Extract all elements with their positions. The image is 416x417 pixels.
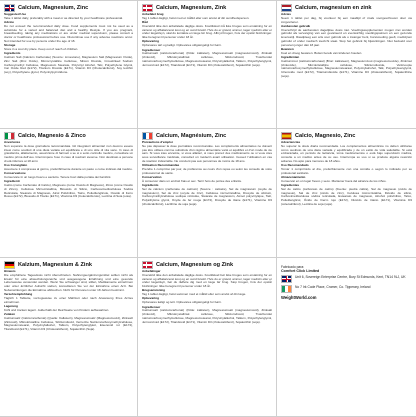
section-body [4, 141, 133, 199]
section-paragraph: Opbevares tørt og køligt. Opbevares utilgængeligt for børn. [142, 43, 222, 48]
italy-flag-icon [4, 132, 15, 140]
section-heading: Ingredientes [281, 183, 300, 188]
section-heading: Storage [4, 43, 16, 48]
section-paragraph: Store in a cool dry place. Keep out of reach of children. [4, 46, 79, 51]
section-paragraph: Ne pas dépasser la dose journalière recommandée. Les compléments alimentaires ne doivent pas être utilisés comme substituts d'un régime alimentaire varié et équilibré et d'un mode de vie sain. Si vous êtes enceinte, si vous allaitez, si vous prenez des médicaments ou si vous êtes sous surveillance médicale, consultez un médecin avant utilisation. Cessez l'utilisation en cas de réaction indésirable. Ne convient pas aux personnes de moins de 18 ans. [142, 143, 272, 163]
section-paragraph: Tag 1 tablet dagligt, helst med et måltid eller som anvist af din sundhedsperson. [142, 15, 250, 20]
section-heading: Avvertenze [4, 140, 21, 144]
spain-flag-icon [281, 132, 292, 140]
section-heading: Uso Consigliato [4, 163, 28, 168]
section-paragraph: Calciumsalt (calciumcarbonat) (Kilde: kalksten), Magnesiumsalt (magnesiumoxid), Zinksalt (zinkoxid), Mikrokrystallinsk cellulose, Siliciumdioxid, Tværbundet natriumcarboxymethylcellulose, Magnesiumstearat, Polyvinylalkohol, Talkum, Polyethylenglycol, Jernoxid rød (E172), Titandioxid (E171), Vitamin D3 (cholecalciferol), Sojalecithin (soja). [142, 51, 272, 67]
section-title: Kalzium, Magnesium & Zink [18, 261, 92, 268]
section-heading: Aanbevolen gebruik [281, 23, 311, 28]
section-heading: Utilisation Recommandée [142, 163, 180, 168]
section-paragraph: Calciumsalt (calciumcarbonat) (Kilde: kalksten), Magnesiumsalt (magnesiumoxid), Zinksalt (zinkoxid), Mikrokrystallinsk cellulose, Siliciumdioxid, Tværbundet natriumcarboxymethylcellulose, Magnesiumstearat, Polyvinylalkohol, Talkum, Polyethylenglycol, Jernoxid rød (E172), Titandioxid (E171), Vitamin D3 (cholecalciferol), Sojalecithin (soja). [142, 308, 272, 324]
section-heading: Ingredienser [142, 304, 161, 309]
section-paragraph: Conservar en un lugar fresco y seco. Mantener fuera del alcance de los niños. [281, 178, 387, 183]
section-title: Calcium, Magnesium og Zink [156, 261, 234, 268]
section-en [0, 1, 138, 129]
germany-flag-icon [4, 261, 15, 269]
distributor-label: Fabricado para: [281, 265, 305, 269]
section-heading: Almacenamiento [281, 174, 306, 179]
section-heading: Conservation [142, 174, 162, 179]
section-de [0, 258, 138, 417]
section-heading: Opbevaring [142, 296, 159, 301]
distributor-block [277, 258, 416, 417]
ireland-flag-icon [281, 285, 292, 293]
section-heading: Advertencias [281, 140, 301, 144]
section-body [4, 270, 133, 332]
section-heading: Hinweis [4, 269, 16, 273]
section-paragraph: Neem 1 tablet per dag, bij voorkeur bij een maaltijd of zoals voorgeschreven door uw zorgverlener. [281, 15, 412, 24]
section-dk [138, 1, 277, 129]
section-heading: Advies [281, 12, 291, 16]
section-heading: Ingredients [4, 51, 21, 56]
section-heading: Bewaren [281, 46, 294, 51]
section-body [142, 141, 272, 207]
section-paragraph: Kühl und trocken lagern. Außerhalb der Reichweite von Kindern aufbewahren. [4, 307, 110, 312]
section-paragraph: Take 1 tablet daily, preferably with a meal or as directed by your healthcare professional. [4, 15, 124, 20]
section-heading: Ingrediënten [281, 55, 300, 60]
section-heading: Ingredienser [142, 47, 161, 52]
website-link[interactable]: WeightWorld.com [281, 295, 317, 301]
section-body [142, 13, 272, 67]
section-paragraph: Calciumsalz (Calciumcarbonat) (Quelle: Kalkstein), Magnesiumsalz (Magnesiumoxid), Zinksalz (Zinkoxid), Mikrokristalline Cellulose, Siliziumdioxid, Vernetzte Natriumcarboxymethylcellulose, Magnesiumstearat, Polyvinylalkohol, Talkum, Polyethylenglykol, Eisenoxid rot (E172), Titandioxid (E171), Vitamin D3 (Cholecalciferol), Sojalecithin (Soja). [4, 315, 133, 332]
ie-address: No 7 Irk Code Place, Cromer, Co. Tipperary, Ireland [295, 284, 371, 289]
distributor-company: Comfort Click Limited [281, 269, 320, 274]
uk-address: Unit 6, Sovereign Enterprise Centre, Bury St Edmunds, Kent, TN14 9LJ, UK [295, 274, 406, 279]
section-paragraph: Overschrijd de aanbevolen dagelijkse dosis niet. Voedingssupplementen mogen niet worden gebruikt als vervanging van een gevarieerd en evenwichtig voedingspatroon en een gezonde levensstijl. Raadpleeg een arts voor gebruik als u zwanger bent, borstvoeding geeft, medicijnen gebruikt of onder medisch toezicht staat. Stop het gebruik bij bijwerkingen. Niet bedoeld voor personen jonger dan 18 jaar. [281, 27, 412, 47]
section-paragraph: Calcium Salt (Calcium Carbonate) (Source: Limestone), Magnesium Salt (Magnesium Oxide), Zinc Salt (Zinc Oxide), Microcrystalline Cellulose, Silicon Dioxide, Crosslinked Sodium Carboxymethyl Cellulose, Magnesium Stearate, Polyvinyl Alcohol, Talc, Polyethylene Glycol, Iron Oxide Red (E172), Titanium Dioxide (E171), Vitamin D3 (Cholecalciferol), Soy lecithin (soy), Polyethylene glycol, Polyvinylpyrrolidone. [4, 55, 133, 75]
section-dk2 [138, 258, 277, 417]
uk-flag-icon [4, 4, 15, 12]
section-paragraph: Calciumzout (calciumcarbonaat) (Bron: kalksteen), Magnesiumzout (magnesiumoxide), Zinkzout (zinkoxide), Microkristallijne cellulose, Siliciumdioxide, Verknoopte natriumcarboxymethylcellulose, Magnesiumstearaat, Polyvinylalcohol, Talk, Polyethyleenglycol, IJzeroxide rood (E172), Titaniumdioxide (E171), Vitamine D3 (cholecalciferol), Sojalecithine (soja). [281, 58, 412, 78]
uk-flag-icon [281, 275, 292, 283]
section-title: Calcium, Magnesium, Zink [156, 4, 227, 11]
section-heading: Anbefalinger [142, 269, 161, 273]
section-paragraph: Tomar 1 comprimido al día, preferiblemente con una comida o según lo indicado por su profesional sanitario. [281, 166, 412, 175]
france-flag-icon [142, 132, 153, 140]
section-paragraph: Koel en droog bewaren. Buiten bereik van kinderen houden. [281, 50, 363, 55]
section-heading: Suggested Use [4, 12, 27, 16]
section-title: Calcium, Magnesium, Zinc [18, 4, 89, 11]
section-heading: Ingrédients [142, 183, 159, 188]
section-paragraph: Die empfohlene Tagesdosis nicht überschreiten. Nahrungsergänzungsmittel sollten nicht als Ersatz für eine abwechslungsreiche und ausgewogene Ernährung und eine gesunde Lebensweise verwendet werden. Wenn Sie schwanger sind, stillen, Medikamente einnehmen oder unter ärztlicher Aufsicht stehen, konsultieren Sie vor der Einnahme einen Arzt. Bei Nebenwirkungen die Einnahme abbrechen. Nicht für Personen unter 18 Jahren bestimmt. [4, 272, 133, 292]
denmark-flag-icon [142, 261, 153, 269]
section-title: Calcio, Magnesio & Zinco [18, 132, 86, 139]
section-paragraph: Assumere 1 compressa al giorno, preferibilmente durante un pasto o come indicato dal medico. [4, 166, 133, 171]
section-heading: Lagerung [4, 303, 18, 308]
section-paragraph: Calcio (come Carbonato di Calcio), Magnesio (come Ossido di Magnesio), Zinco (come Ossido di Zinco), Cellulosa Microcristallina, Biossido di Silicio, Carbossimetilcellulosa Sodica Reticolata, Stearato di Magnesio, Alcol Polivinilico, Talco, Polietilenglicole, Ossido di Ferro Rosso (E172), Biossido di Titanio (E171), Vitamina D3 (Colecalciferolo), Lecitina di Soia (soia). [4, 183, 133, 199]
section-paragraph: À conserver dans un endroit frais et sec. Tenir hors de portée des enfants. [142, 178, 242, 183]
denmark-flag-icon [142, 4, 153, 12]
section-heading: Opbevaring [142, 39, 159, 44]
section-paragraph: Sal de calcio (carbonato de calcio) (Fuente: piedra caliza), Sal de magnesio (óxido de magnesio), Sal de zinc (óxido de zinc), Celulosa microcristalina, Dióxido de silicio, Carboximetilcelulosa sódica reticulada, Estearato de magnesio, Alcohol polivinílico, Talco, Polietilenglicol, Óxido de hierro rojo (E172), Dióxido de titanio (E171), Vitamina D3 (colecalciferol), Lecitina de soja (soja). [281, 186, 412, 206]
section-paragraph: Sel de calcium (carbonate de calcium) (Source : calcaire), Sel de magnésium (oxyde de magnésium), Sel de zinc (oxyde de zinc), Cellulose microcristalline, Dioxyde de silicium, Carboxyméthylcellulose sodique réticulée, Stéarate de magnésium, Alcool polyvinylique, Talc, Polyéthylène glycol, Oxyde de fer rouge (E172), Dioxyde de titane (E171), Vitamine D3 (cholécalciférol), Lécithine de soja (soja). [142, 186, 272, 206]
section-es [277, 129, 416, 258]
section-paragraph: No superar la dosis diaria recomendada. Los complementos alimenticios no deben utilizarse como sustituto de una dieta variada y equilibrada y de un estilo de vida saludable. Si está embarazada, en período de lactancia, toma medicamentos o está bajo supervisión médica, consulte a un médico antes de su uso. Interrumpa su uso si se produce alguna reacción adversa. No apto para menores de 18 años. [281, 143, 412, 163]
section-title: Calcio, Magnesio, Zinc [295, 132, 356, 139]
section-paragraph: Prendre 1 comprimé par jour, de préférence au cours d'un repas ou selon les conseils de votre professionnel de santé. [142, 166, 272, 175]
section-paragraph: Täglich 1 Tablette, vorzugsweise zu einer Mahlzeit oder nach Anweisung Ihres Arztes einnehmen. [4, 295, 133, 304]
section-heading: Brugsanvisning [142, 288, 166, 293]
section-fr [138, 129, 277, 258]
section-body [281, 141, 412, 207]
section-paragraph: Tag 1 tablet dagligt, helst sammen med et måltid eller som anvist af din læge. [142, 292, 247, 297]
netherlands-flag-icon [281, 4, 292, 12]
section-paragraph: Conservare in un luogo fresco e asciutto. Tenere fuori dalla portata dei bambini. [4, 174, 112, 179]
section-heading: Advice [4, 20, 14, 25]
section-paragraph: Overskrid ikke den anbefalede daglige dosis. Kosttilskud må ikke bruges som erstatning for en varieret og afbalanceret kost og en sund livsstil. Hvis du er gravid, ammer, tager medicin eller er under lægetilsyn, skal du kontakte en læge før brug. Afbryd brugen, hvis der opstår bivirkninger. Ikke beregnet til personer under 18 år. [142, 23, 272, 40]
section-heading: Précautions d'emploi [142, 140, 173, 144]
section-body [281, 13, 412, 79]
section-heading: Verzehrempfehlung [4, 292, 33, 297]
section-body [142, 270, 272, 324]
section-title: Calcium, magnesium en zink [295, 4, 372, 11]
section-heading: Ingredienti [4, 179, 20, 184]
section-body [4, 13, 133, 75]
section-title: Calcium, Magnésium, Zinc [156, 132, 227, 139]
section-it [0, 129, 138, 258]
section-heading: Råd [142, 20, 148, 25]
section-nl [277, 1, 416, 129]
section-heading: Uso Recomendado [281, 163, 309, 168]
section-heading: Conservazione [4, 171, 26, 176]
section-paragraph: Opbevares køligt og tørt. Opbevares utilgængeligt for børn. [142, 300, 222, 305]
section-heading: Zutaten [4, 312, 16, 317]
section-paragraph: Overskrid ikke den anbefalede daglige dosis. Kosttilskud bør ikke bruges som erstatning for en varieret og afbalanceret kost og en sund livsstil. Hvis du er gravid, ammer, tager medicin eller er under lægetilsyn, bør du rådføre dig med en læge før brug. Stop brugen, hvis der opstår bivirkninger. Ikke beregnet til personer under 18 år. [142, 272, 272, 288]
section-heading: Anbefalet brug [142, 12, 164, 16]
section-paragraph: Non superare la dose giornaliera raccomandata. Gli integratori alimentari non devono essere intesi come sostituti di una dieta variata ed equilibrata e di uno stile di vita sano. In caso di gravidanza, allattamento, assunzione di farmaci o se si è sotto controllo medico, consultare un medico prima dell'uso. Interrompere l'uso in caso di reazioni avverse. Non destinato a persone di età inferiore ai 18 anni. [4, 143, 133, 163]
section-paragraph: Do not exceed the recommended daily dose. Food supplements must not be used as a substitute for a varied and balanced diet and a healthy lifestyle. If you are pregnant, breastfeeding, taking any medications or are under medical supervision, please consult a doctor or healthcare professional before use. Discontinue use if any adverse reactions occur. Not intended for use by persons under the age of 18. [4, 23, 133, 43]
